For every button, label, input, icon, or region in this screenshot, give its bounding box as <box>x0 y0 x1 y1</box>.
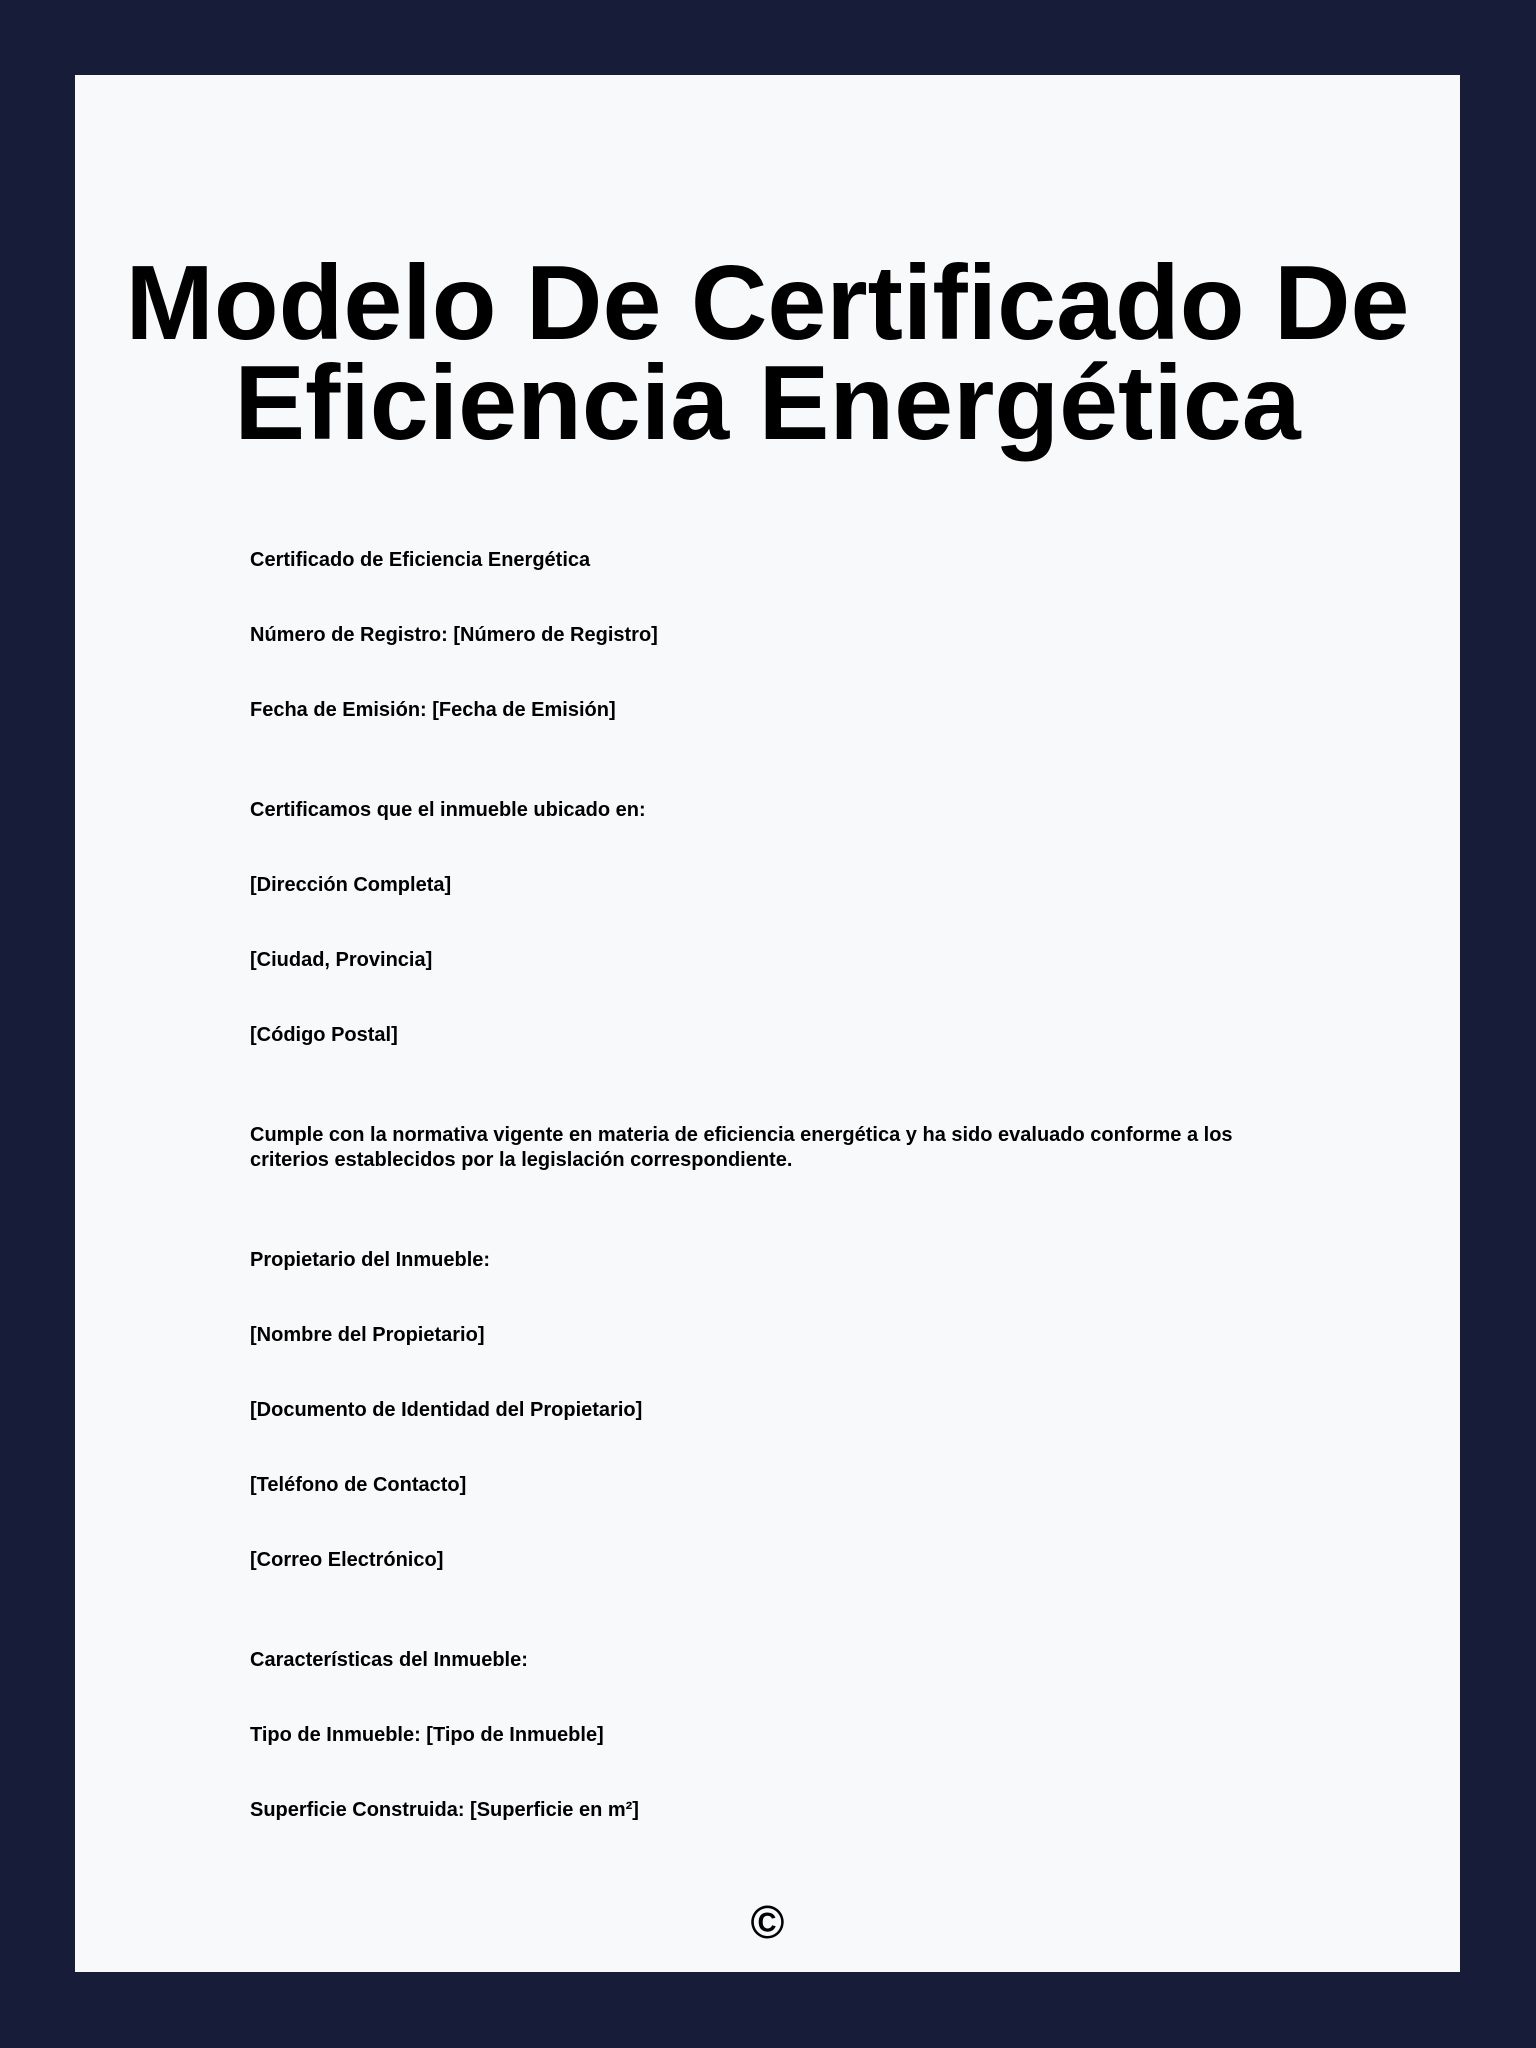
owner-phone-placeholder: [Teléfono de Contacto] <box>250 1474 467 1496</box>
features-heading: Características del Inmueble: <box>250 1649 528 1671</box>
registration-number: Número de Registro: [Número de Registro] <box>250 624 658 646</box>
city-province-placeholder: [Ciudad, Provincia] <box>250 949 433 971</box>
built-area-placeholder: Superficie Construida: [Superficie en m²] <box>250 1799 639 1821</box>
compliance-statement: Cumple con la normativa vigente en materia de eficiencia energética y ha sido evaluado conforme a los criterios establecidos por la legislación correspondiente. <box>250 1124 1233 1171</box>
address-placeholder: [Dirección Completa] <box>250 874 452 896</box>
location-intro: Certificamos que el inmueble ubicado en: <box>250 799 646 821</box>
copyright-icon: © <box>750 1896 785 1948</box>
document-title <box>75 244 1460 462</box>
title-line-1: Modelo De Certificado De <box>125 244 1410 362</box>
owner-email-placeholder: [Correo Electrónico] <box>250 1549 444 1571</box>
owner-name-placeholder: [Nombre del Propietario] <box>250 1324 485 1346</box>
title-line-2: Eficiencia Energética <box>234 344 1301 462</box>
certificate-heading: Certificado de Eficiencia Energética <box>250 549 591 571</box>
owner-id-placeholder: [Documento de Identidad del Propietario] <box>250 1399 643 1421</box>
postal-code-placeholder: [Código Postal] <box>250 1024 398 1046</box>
owner-heading: Propietario del Inmueble: <box>250 1249 491 1271</box>
certificate-page <box>75 75 1460 1972</box>
issue-date: Fecha de Emisión: [Fecha de Emisión] <box>250 699 616 721</box>
property-type-placeholder: Tipo de Inmueble: [Tipo de Inmueble] <box>250 1724 604 1746</box>
